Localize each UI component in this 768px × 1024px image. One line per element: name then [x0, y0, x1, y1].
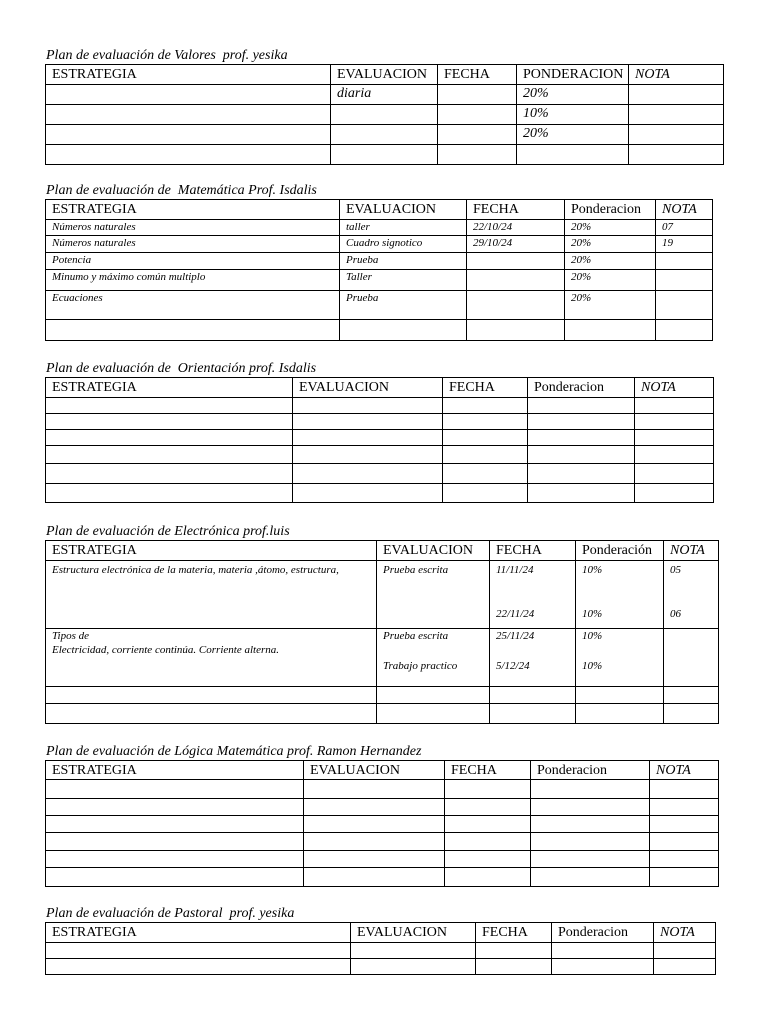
cell-ponderacion: 20% [565, 236, 656, 253]
section-title: Plan de evaluación de Pastoral prof. yesika [46, 906, 295, 921]
cell-estrategia: Potencia [46, 253, 340, 270]
cell-estrategia [46, 320, 340, 341]
header-estrategia: ESTRATEGIA [46, 923, 351, 943]
table-row [46, 780, 719, 799]
header-ponderacion: PONDERACION [517, 65, 629, 85]
cell-ponderacion [565, 320, 656, 341]
header-evaluacion: EVALUACION [351, 923, 476, 943]
header-fecha: FECHA [490, 541, 576, 561]
cell-estrategia [46, 125, 331, 145]
section-valores [45, 48, 724, 165]
header-ponderacion: Ponderacion [552, 923, 654, 943]
header-ponderacion: Ponderacion [531, 761, 650, 780]
cell-estrategia [46, 105, 331, 125]
cell-nota [629, 145, 724, 165]
cell-estrategia: Minumo y máximo común multiplo [46, 270, 340, 291]
section-logica [45, 744, 719, 887]
cell-fecha: 22/11/24 [496, 608, 535, 620]
table-row [46, 816, 719, 833]
table-row [46, 704, 719, 724]
cell-fecha [467, 291, 565, 320]
evaluation-table [45, 540, 719, 724]
cell-evaluacion [331, 145, 438, 165]
cell-ponderacion: 10% [582, 630, 603, 642]
cell-evaluacion: Cuadro signotico [340, 236, 467, 253]
cell-ponderacion: 20% [517, 125, 629, 145]
header-nota: NOTA [629, 65, 724, 85]
table-row [46, 236, 713, 253]
header-nota: NOTA [664, 541, 719, 561]
cell-estrategia: Tipos de [52, 630, 89, 642]
cell-fecha [467, 270, 565, 291]
header-fecha: FECHA [438, 65, 517, 85]
table-row [46, 629, 719, 687]
table-row [46, 125, 724, 145]
cell-fecha [438, 105, 517, 125]
section-title: Plan de evaluación de Lógica Matemática prof. Ramon Hernandez [46, 744, 422, 759]
table-row [46, 868, 719, 887]
cell-fecha: 25/11/24 [496, 630, 535, 642]
cell-evaluacion: diaria [331, 85, 438, 105]
cell-estrategia: Estructura electrónica de la materia, materia ,átomo, estructura, [52, 564, 339, 576]
evaluation-table [45, 199, 713, 341]
cell-nota [656, 270, 713, 291]
cell-ponderacion: 10% [582, 608, 603, 620]
cell-estrategia [46, 145, 331, 165]
header-ponderacion: Ponderación [576, 541, 664, 561]
header-evaluacion: EVALUACION [293, 378, 443, 398]
header-ponderacion: Ponderacion [528, 378, 635, 398]
table-row [46, 414, 714, 430]
header-estrategia: ESTRATEGIA [46, 65, 331, 85]
cell-evaluacion: Prueba [340, 291, 467, 320]
header-fecha: FECHA [476, 923, 552, 943]
header-estrategia: ESTRATEGIA [46, 761, 304, 780]
header-fecha: FECHA [443, 378, 528, 398]
header-fecha: FECHA [467, 200, 565, 220]
evaluation-table [45, 760, 719, 887]
cell-ponderacion: 10% [517, 105, 629, 125]
section-electronica [45, 524, 719, 724]
cell-ponderacion: 10% [582, 564, 603, 576]
table-row [46, 943, 716, 959]
header-ponderacion: Ponderacion [565, 200, 656, 220]
cell-evaluacion: Prueba escrita [383, 564, 449, 576]
header-estrategia: ESTRATEGIA [46, 541, 377, 561]
table-row [46, 833, 719, 851]
table-row [46, 253, 713, 270]
header-evaluacion: EVALUACION [331, 65, 438, 85]
header-estrategia: ESTRATEGIA [46, 378, 293, 398]
cell-evaluacion [331, 105, 438, 125]
cell-nota [656, 320, 713, 341]
cell-ponderacion: 20% [565, 220, 656, 236]
table-row [46, 484, 714, 503]
cell-evaluacion: taller [340, 220, 467, 236]
cell-nota [656, 253, 713, 270]
table-row [46, 145, 724, 165]
cell-nota [656, 291, 713, 320]
header-evaluacion: EVALUACION [340, 200, 467, 220]
header-nota: NOTA [650, 761, 719, 780]
table-row [46, 430, 714, 446]
section-matematica [45, 183, 713, 341]
cell-fecha: 5/12/24 [496, 660, 530, 672]
evaluation-table [45, 64, 724, 165]
table-row [46, 799, 719, 816]
section-title: Plan de evaluación de Valores prof. yesika [46, 48, 288, 63]
table-row [46, 270, 713, 291]
table-row [46, 687, 719, 704]
cell-nota: 07 [656, 220, 713, 236]
cell-ponderacion: 20% [565, 291, 656, 320]
section-title: Plan de evaluación de Matemática Prof. Isdalis [46, 183, 317, 198]
header-nota: NOTA [656, 200, 713, 220]
header-nota: NOTA [635, 378, 714, 398]
cell-evaluacion: Prueba escrita [383, 630, 449, 642]
cell-fecha: 22/10/24 [467, 220, 565, 236]
cell-fecha [438, 85, 517, 105]
table-row [46, 851, 719, 868]
cell-estrategia [46, 85, 331, 105]
cell-fecha [438, 125, 517, 145]
cell-evaluacion [340, 320, 467, 341]
cell-nota: 05 [670, 564, 681, 576]
cell-ponderacion: 20% [565, 253, 656, 270]
cell-nota [629, 85, 724, 105]
table-row [46, 85, 724, 105]
table-row [46, 320, 713, 341]
header-evaluacion: EVALUACION [304, 761, 445, 780]
cell-estrategia: Ecuaciones [46, 291, 340, 320]
section-title: Plan de evaluación de Electrónica prof.luis [46, 524, 290, 539]
cell-estrategia: Números naturales [46, 236, 340, 253]
cell-estrategia: Números naturales [46, 220, 340, 236]
table-row [46, 220, 713, 236]
cell-nota [629, 125, 724, 145]
evaluation-table [45, 377, 714, 503]
cell-nota: 19 [656, 236, 713, 253]
section-pastoral [45, 906, 716, 975]
section-orientacion [45, 361, 714, 503]
header-evaluacion: EVALUACION [377, 541, 490, 561]
cell-evaluacion: Trabajo practico [383, 660, 458, 672]
cell-ponderacion: 20% [565, 270, 656, 291]
cell-fecha [467, 320, 565, 341]
cell-estrategia: Electricidad, corriente continúa. Corriente alterna. [52, 644, 279, 656]
cell-ponderacion: 10% [582, 660, 603, 672]
cell-evaluacion: Taller [340, 270, 467, 291]
table-row [46, 105, 724, 125]
cell-fecha: 11/11/24 [496, 564, 534, 576]
header-fecha: FECHA [445, 761, 531, 780]
table-row [46, 959, 716, 975]
table-row [46, 446, 714, 464]
section-title: Plan de evaluación de Orientación prof. Isdalis [46, 361, 317, 376]
cell-evaluacion [331, 125, 438, 145]
cell-evaluacion: Prueba [340, 253, 467, 270]
header-estrategia: ESTRATEGIA [46, 200, 340, 220]
table-row [46, 398, 714, 414]
header-nota: NOTA [654, 923, 716, 943]
evaluation-table [45, 922, 716, 975]
cell-ponderacion: 20% [517, 85, 629, 105]
cell-fecha [467, 253, 565, 270]
cell-nota [629, 105, 724, 125]
table-row [46, 464, 714, 484]
cell-nota: 06 [670, 608, 681, 620]
table-row [46, 561, 719, 629]
cell-ponderacion [517, 145, 629, 165]
table-row [46, 291, 713, 320]
cell-fecha: 29/10/24 [467, 236, 565, 253]
cell-fecha [438, 145, 517, 165]
